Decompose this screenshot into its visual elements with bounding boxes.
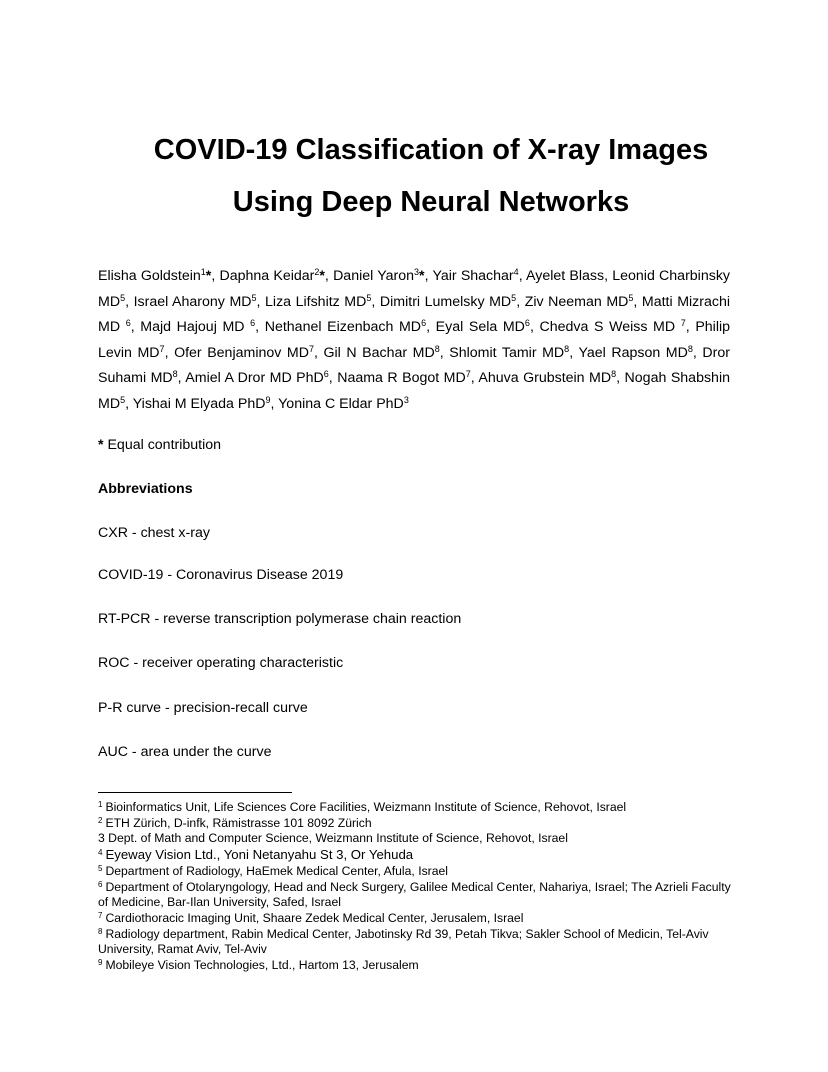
footnote-text: Cardiothoracic Imaging Unit, Shaare Zedek Medical Center, Jerusalem, Israel [105,910,524,925]
footnote-number: 2 [98,815,103,825]
author [432,268,518,284]
footnote-5 [98,864,738,880]
author-name: Yishai M Elyada PhD [132,395,266,412]
affiliation-number: 5 [511,292,517,303]
affiliation-number: 8 [564,343,570,354]
author [380,294,516,310]
author-name: Daphna Keidar [219,268,315,284]
author-name: Nethanel Eizenbach MD [264,319,422,335]
abbreviation-item: P-R curve - precision-recall curve [98,700,308,716]
author-name: Liza Lifshitz MD [265,293,367,310]
footnote-3 [98,831,738,847]
author [333,268,425,284]
affiliation-number: 3 [403,394,409,405]
affiliation-number: 3 [414,267,420,277]
affiliation-number: 5 [366,292,372,303]
author-name: Matti Mizrachi MD [98,293,731,335]
author-name: Yonina C Eldar PhD [278,395,404,412]
author-separator: , [328,370,338,386]
author-name: Chedva S Weiss MD [539,319,681,335]
affiliation-number: 8 [434,343,440,354]
author [449,345,569,361]
affiliation-number: 5 [628,292,634,303]
author [526,268,604,284]
affiliation-number: 6 [125,318,131,328]
author [265,294,371,310]
author-name: Philip Levin MD [98,319,731,361]
author [265,319,426,335]
equal-contribution-note [98,437,221,453]
author-separator: , [256,293,266,310]
author-name: Eyal Sela MD [435,319,525,335]
author-separator: , [371,293,380,310]
author-separator: , [426,319,436,335]
author-name: Ayelet Blass [526,268,605,284]
footnote-number: 1 [98,800,103,809]
author-separator: , [255,319,265,335]
author-name: Ofer Benjaminov MD [174,344,309,361]
affiliation-number: 5 [251,292,257,303]
equal-contribution-mark: * [419,268,425,284]
author-separator: , [518,268,527,284]
footnote-text: Mobileye Vision Technologies, Ltd., Hartom 13, Jerusalem [105,958,419,973]
author-name: Nogah Shabshin MD [98,370,730,412]
author [540,319,686,335]
affiliation-number: 1 [200,267,206,277]
abbreviations-heading: Abbreviations [98,481,193,497]
author-name: Yair Shachar [432,268,514,284]
author [525,294,634,310]
footnote-text: Eyeway Vision Ltd., Yoni Netanyahu St 3, Or Yehuda [105,847,414,863]
author [185,370,329,386]
footnote-number: 8 [98,926,103,936]
author-separator: , [470,370,479,386]
author-separator: , [633,293,642,310]
author-separator: , [424,268,433,284]
abbreviation-item: CXR - chest x-ray [98,525,210,541]
affiliation-number: 7 [680,318,686,328]
author-name: Ahuva Grubstein MD [478,370,612,386]
author [337,370,471,386]
author [140,319,255,335]
author-name: Majd Hajouj MD [140,319,251,335]
author-name: Ziv Neeman MD [524,293,629,310]
author-separator: , [125,293,134,310]
author-name: Yael Rapson MD [578,344,688,361]
footnote-text: 3 Dept. of Math and Computer Science, Weizmann Institute of Science, Rehovot, Israel [98,831,568,846]
footnote-1 [98,800,738,816]
affiliation-number: 6 [421,318,427,328]
footnote-8 [98,927,738,958]
author-separator: , [324,268,334,284]
author-name: Daniel Yaron [333,268,415,284]
author-separator: , [516,293,525,310]
footnote-separator [98,792,292,793]
author-separator: , [692,344,703,361]
equal-contribution-text: Equal contribution [103,437,222,453]
abbreviation-item: COVID-19 - Coronavirus Disease 2019 [98,567,344,583]
footnote-number: 9 [98,958,103,968]
author-name: Dror Suhami MD [98,344,730,386]
author-separator: , [130,319,141,335]
author [133,396,271,412]
author [98,268,211,284]
author [478,370,616,386]
author-name: Elisha Goldstein [98,268,201,284]
author-separator: , [177,370,186,386]
author-separator: , [313,344,324,361]
equal-contribution-mark: * [319,268,325,284]
author-separator: , [211,268,220,284]
author-separator: , [270,395,279,412]
equal-contribution-mark: * [205,268,212,284]
footnote-number: 4 [98,848,103,858]
author-list [98,264,730,417]
affiliation-number: 2 [314,267,320,277]
author-separator: , [569,344,579,361]
affiliation-number: 5 [120,394,126,405]
author-name: Leonid Charbinsky MD [98,268,731,310]
author [323,345,439,361]
affiliation-number: 6 [250,318,256,328]
author-separator: , [604,268,613,284]
affiliation-number: 4 [513,267,519,277]
affiliation-number: 8 [611,369,617,379]
affiliation-number: 6 [323,369,329,379]
author [436,319,530,335]
footnote-number: 7 [98,910,103,920]
author-name: Naama R Bogot MD [337,370,466,386]
author-separator: , [529,319,540,335]
affiliation-number: 5 [120,292,126,303]
footnote-9 [98,958,738,974]
author-separator: , [125,395,133,412]
author-separator: , [685,319,696,335]
author-separator: , [439,344,450,361]
author-name: Shlomit Tamir MD [449,344,565,361]
footnote-text: Department of Otolaryngology, Head and Neck Surgery, Galilee Medical Center, Nahariya, Israel; The Azrieli Faculty of Medicine, Bar-Ilan University, Safed, Israel [98,879,731,910]
footnote-7 [98,911,738,927]
affiliation-number: 9 [265,394,271,405]
footnote-4 [98,847,738,864]
author-name: Dimitri Lumelsky MD [379,293,512,310]
footnote-text: Bioinformatics Unit, Life Sciences Core Facilities, Weizmann Institute of Science, Rehovot, Israel [105,800,627,814]
affiliation-number: 7 [465,369,471,379]
author-separator: , [616,370,625,386]
footnote-number: 6 [98,879,103,889]
author [578,345,692,361]
author-name: Israel Aharony MD [133,293,252,310]
affiliation-number: 6 [524,318,530,328]
footnote-text: Radiology department, Rabin Medical Center, Jabotinsky Rd 39, Petah Tikva; Sakler School of Medicin, Tel-Aviv University, Ramat Aviv, Tel-Aviv [98,926,709,957]
title-line-1: COVID-19 Classification of X-ray Images [153,134,709,166]
footnote-number: 5 [98,863,103,873]
author-separator: , [164,344,175,361]
author [219,268,324,284]
author [174,345,314,361]
author [134,294,257,310]
footnote-6 [98,880,738,911]
affiliation-number: 7 [159,343,165,354]
author [278,396,409,412]
abbreviation-item: ROC - receiver operating characteristic [98,655,344,671]
author-name: Gil N Bachar MD [323,344,435,361]
abbreviation-item: RT-PCR - reverse transcription polymerase chain reaction [98,611,462,627]
title-line-2: Using Deep Neural Networks [232,186,630,218]
affiliation-number: 8 [172,369,178,379]
footnote-text: ETH Zürich, D-infk, Rämistrasse 101 8092 Zürich [105,815,372,830]
footnote-2 [98,816,738,832]
equal-contribution-star: * [98,437,104,453]
author-name: Amiel A Dror MD PhD [185,370,324,386]
affiliation-number: 8 [687,343,693,354]
footnotes [98,800,738,974]
paper-title [98,124,764,228]
footnote-text: Department of Radiology, HaEmek Medical Center, Afula, Israel [105,863,448,878]
abbreviation-item: AUC - area under the curve [98,744,272,760]
affiliation-number: 7 [308,343,314,354]
